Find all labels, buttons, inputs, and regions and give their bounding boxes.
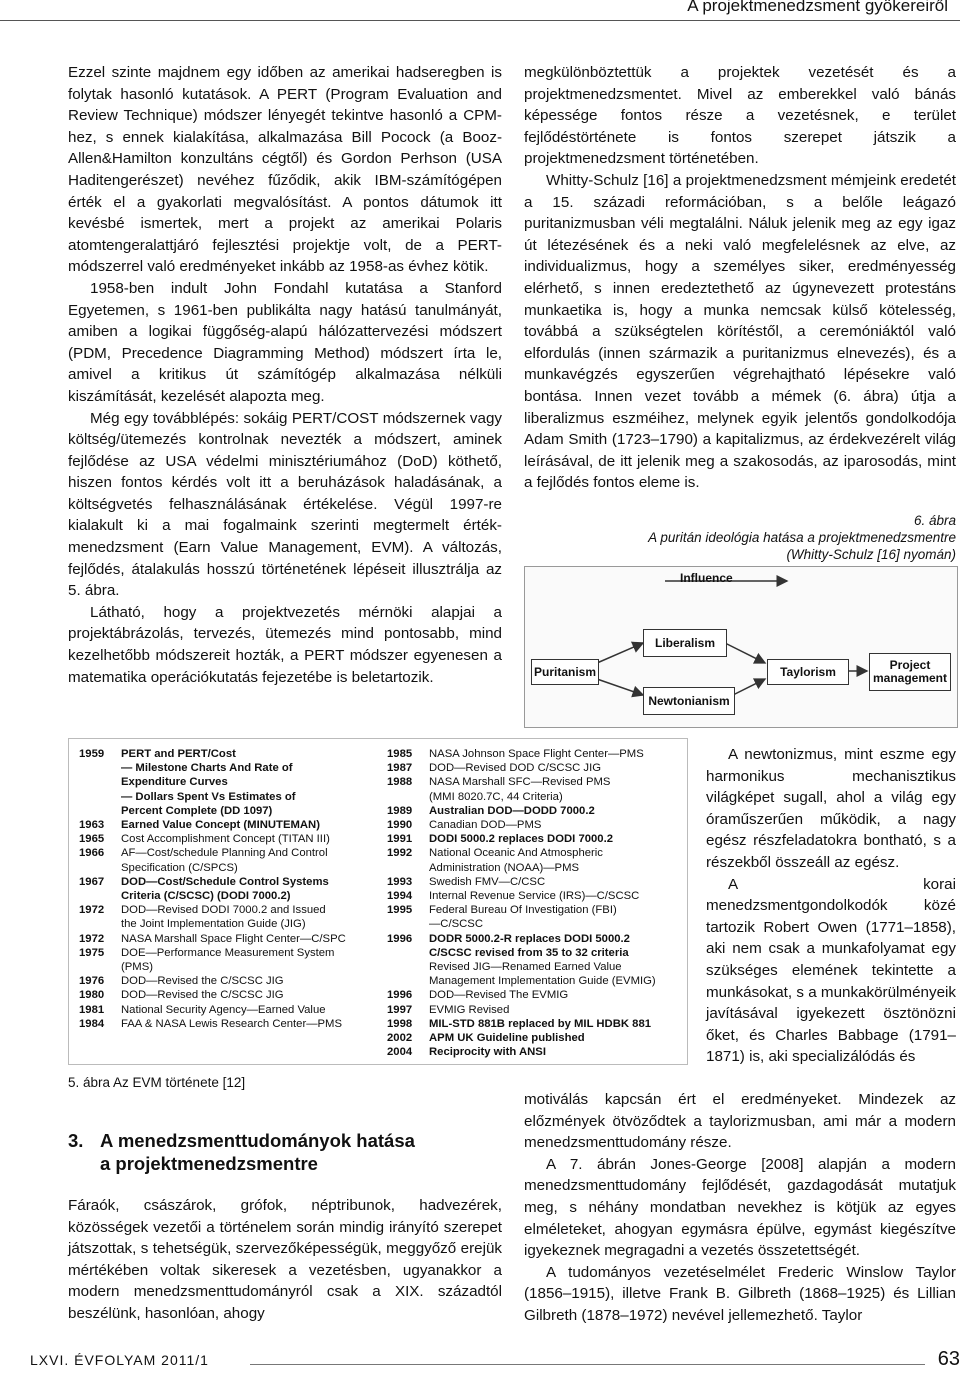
timeline-event: — Dollars Spent Vs Estimates of (121, 790, 296, 803)
timeline-row (387, 1003, 683, 1017)
timeline-event: MIL-STD 881B replaced by MIL HDBK 881 (429, 1017, 652, 1030)
timeline-event: AF—Cost/schedule Planning And Control (121, 847, 328, 860)
figure-5-caption: 5. ábra Az EVM története [12] (68, 1075, 246, 1090)
timeline-row (387, 747, 683, 761)
timeline-row (79, 1003, 379, 1017)
timeline-year: 2002 (387, 1032, 413, 1045)
timeline-row (387, 1031, 683, 1045)
timeline-row (79, 988, 379, 1002)
timeline-year: 1993 (387, 875, 413, 888)
timeline-event: NASA Marshall SFC—Revised PMS (429, 776, 611, 789)
timeline-year: 2004 (387, 1046, 413, 1059)
timeline-row (79, 960, 379, 974)
timeline-row (387, 846, 683, 860)
paragraph: 1958-ben indult John Fondahl kutatása a Stanford Egyetemen, s 1961-ben publikálta nagy hatású tanulmányát, amiben a logikai függőség-alapú hálózattervezési módszert (PDM, Precedence Diagramming Method) módszert írta le, amivel a kritikus út számítógép alkalmazása nélküli kiszámítását, kezelését alapozta meg. (68, 279, 502, 405)
timeline-row (387, 875, 683, 889)
timeline-event: EVMIG Revised (429, 1003, 510, 1016)
arrow-liberalism-taylorism (725, 643, 765, 663)
timeline-event: (PMS) (121, 961, 154, 974)
timeline-row (387, 974, 683, 988)
figure-6-caption (524, 512, 956, 563)
timeline-year (79, 917, 121, 931)
timeline-year: 1981 (79, 1003, 105, 1016)
timeline-row (387, 988, 683, 1002)
timeline-event: Swedish FMV—C/CSC (429, 875, 546, 888)
timeline-year: 1963 (79, 819, 105, 832)
timeline-row (79, 790, 379, 804)
timeline-event: DOD—Revised the C/SCSC JIG (121, 989, 284, 1002)
newtonianism-box: Newtonianism (643, 687, 735, 715)
column-right-top (524, 62, 956, 494)
timeline-event: Earned Value Concept (MINUTEMAN) (121, 819, 320, 832)
section-title-line1: A menedzsmenttudományok hatása (100, 1130, 415, 1151)
timeline-year: 1976 (79, 975, 105, 988)
column-right-bottom (524, 1089, 956, 1327)
timeline-row (387, 790, 683, 804)
timeline-year: 1988 (387, 776, 413, 789)
figure-6-arrows (525, 567, 957, 727)
figure-6-source: (Whitty-Schulz [16] nyomán) (786, 547, 956, 562)
timeline-event: NASA Marshall Space Flight Center—C/SPC (121, 932, 346, 945)
timeline-event: DOD—Revised DOD C/SCSC JIG (429, 762, 601, 775)
timeline-year: 1987 (387, 762, 413, 775)
timeline-row (387, 903, 683, 917)
timeline-year: 1996 (387, 989, 413, 1002)
timeline-row (387, 818, 683, 832)
liberalism-box: Liberalism (643, 629, 727, 657)
timeline-year (387, 790, 429, 804)
timeline-row (387, 917, 683, 931)
arrow-puritanism-newtonianism (597, 679, 643, 695)
timeline-event: Revised JIG—Renamed Earned Value (429, 961, 622, 974)
timeline-year: 1992 (387, 847, 413, 860)
timeline-year: 1966 (79, 847, 105, 860)
timeline-row (387, 804, 683, 818)
timeline-row (79, 946, 379, 960)
timeline-event: National Oceanic And Atmospheric (429, 847, 603, 860)
timeline-event: Percent Complete (DD 1097) (121, 804, 273, 817)
paragraph: A newtonizmus, mint eszme egy harmonikus mechanisztikus világképet sugall, ahol a világ egy óraműszerűen működik, a nagy egész részfeladatokra bontható, s a részekből összeáll az egész. (706, 746, 956, 871)
timeline-row (79, 932, 379, 946)
timeline-event: —C/SCSC (429, 918, 483, 931)
timeline-year (387, 960, 429, 974)
section-number: 3. (68, 1130, 84, 1151)
page-number: 63 (937, 1348, 960, 1370)
timeline-event: DOD—Revised DODI 7000.2 and Issued (121, 904, 326, 917)
timeline-year: 1998 (387, 1017, 413, 1030)
timeline-event: the Joint Implementation Guide (JIG) (121, 918, 306, 931)
timeline-event: Management Implementation Guide (EVMIG) (429, 975, 656, 988)
column-left-bottom (68, 1195, 502, 1325)
timeline-row (79, 903, 379, 917)
timeline-row (79, 917, 379, 931)
timeline-year (79, 790, 121, 804)
timeline-event: National Security Agency—Earned Value (121, 1003, 326, 1016)
timeline-row (79, 761, 379, 775)
timeline-event: Internal Revenue Service (IRS)—C/SCSC (429, 890, 640, 903)
timeline-row (79, 804, 379, 818)
timeline-year: 1972 (79, 904, 105, 917)
timeline-row (79, 974, 379, 988)
paragraph: Fáraók, császárok, grófok, néptribunok, hadvezérek, közösségek vezetői a történelem során mindig irányító szerepet játszottak, s tehetségük, szervezőképességük, meggyőző erejük mértékében voltak sikeresek a vezetésben, ugyanakkor a modern menedzsmenttudományról csak a XIX. századtól beszélünk, hasonlóan, ahogy (68, 1197, 502, 1322)
timeline-year (79, 775, 121, 789)
timeline-row (79, 747, 379, 761)
timeline-event: NASA Johnson Space Flight Center—PMS (429, 748, 644, 760)
timeline-year: 1975 (79, 946, 105, 959)
section-heading (68, 1129, 415, 1175)
timeline-row (79, 846, 379, 860)
timeline-year (387, 861, 429, 875)
evm-timeline-right (387, 747, 683, 1059)
timeline-row (387, 1045, 683, 1059)
timeline-year: 1991 (387, 833, 413, 846)
timeline-event: DODI 5000.2 replaces DODI 7000.2 (429, 833, 613, 846)
timeline-row (387, 832, 683, 846)
evm-timeline-left (79, 747, 379, 1031)
timeline-row (387, 861, 683, 875)
paragraph: A korai menedzsmentgondolkodók közé tartozik Robert Owen (1771–1858), aki nem csak a munkafolyamat egy szükséges elemének tekintette a munkásokat, s a munkakörülményeik javításával igyekezett ösztönözni őket, és Charles Babbage (1791–1871) is, aki specializálódás és (706, 875, 956, 1066)
timeline-year: 1959 (79, 748, 105, 760)
timeline-year (79, 861, 121, 875)
timeline-year: 1996 (387, 932, 413, 945)
timeline-year (79, 761, 121, 775)
timeline-year (79, 889, 121, 903)
paragraph: Whitty-Schulz [16] a projektmenedzsment mémjeink eredetét a 15. századi reformációban, s a belőle leágazó puritanizmusban véli megtalálni. Náluk jelenik meg az egy igaz út létezésének és a neki való megfelelésnek az elve, az individualizmus, hogy a személyes siker, eredményesség elérhető, s innen eredeztethető az úgynevezett protestáns munkaetika is, hogy a munka nemcsak külső kötelesség, továbbá a szükségtelen körítéstől, a ceremóniáktól való elfordulás (innen származik a puritanizmus elnevezés), és a munkavégzés egyszerűen végrehajtható lépésekre való bontása. Innen vezet tovább a mémek (6. ábra) útja a liberalizmus eszméihez, melynek egyik jelentős gondolkodója Adam Smith (1723–1790) a kapitalizmus, az érdekvezérelt világ leírásával, de itt jelenik meg a szakosodás, az iparosodás, mint a fejlődés fontos eleme is. (524, 171, 956, 492)
timeline-year (79, 804, 121, 818)
paragraph: motiválás kapcsán ért el eredményeket. Mindezek az előzmények ötvöződtek a taylorizmusban, ami már a modern menedzsmenttudomány része. (524, 1091, 956, 1152)
paragraph: Ezzel szinte majdnem egy időben az amerikai hadseregben is folytak hasonló kutatások. A PERT (Program Evaluation and Review Technique) módszer lényegét tekintve hasonló a CPM-hez, s ennek kialakítása, alkalmazása Bill Pocock (a Booz-Allen&Hamilton konzultáns cégtől) és Gordon Perhson (USA Haditengerészet) nevéhez fűződik, akik IBM-számítógépen érték el a gyakorlati megvalósítást. A pontos dátumok itt kevésbé ismertek, mert a projekt az amerikai Polaris atomtengeralattjáró fejlesztési projektje volt, de a PERT-módszerrel való eredményeket inkább az 1958-as évhez kötik. (68, 64, 502, 276)
paragraph: megkülönböztettük a projektek vezetését és a projektmenedzsmentet. Mivel az emberekkel való bánás képessége fontos része a vezetésnek, e terület fejlődéstörténete is fontos szerepet játszik a projektmenedzsment történetében. (524, 64, 956, 168)
running-header: A projektmenedzsment gyökereiről (679, 0, 948, 16)
timeline-row (387, 1017, 683, 1031)
timeline-row (387, 960, 683, 974)
timeline-year: 1995 (387, 904, 413, 917)
timeline-row (387, 932, 683, 946)
timeline-event: DODR 5000.2-R replaces DODI 5000.2 (429, 932, 630, 945)
timeline-event: DOD—Revised the C/SCSC JIG (121, 975, 284, 988)
journal-volume: LXVI. ÉVFOLYAM 2011/1 (30, 1352, 209, 1368)
column-left-top (68, 62, 502, 688)
timeline-event: Expenditure Curves (121, 776, 228, 789)
timeline-year: 1967 (79, 875, 105, 888)
project-management-box: Project management (869, 653, 951, 691)
timeline-row (79, 1017, 379, 1031)
paragraph: A 7. ábrán Jones-George [2008] alapján a modern menedzsmenttudomány fejlődését, gazdagodását mutatjuk meg, s néhány mondatban nevekhez is kötjük az egyes elméleteket, ahogyan egymásra épülve, egymást kiegészítve igyekeznek megragadni a vezetés összetettségét. (524, 1155, 956, 1260)
timeline-event: Reciprocity with ANSI (429, 1046, 546, 1059)
timeline-event: FAA & NASA Lewis Research Center—PMS (121, 1017, 343, 1030)
timeline-year: 1965 (79, 833, 105, 846)
paragraph: Látható, hogy a projektvezetés mérnöki alapjai a projektábrázolás, tervezés, ütemezés mind pontosabb, mind kezelhetőbb módszereit hozták, a PERT módszer egyenesen a matematika operációkutatás fejezetébe is beletartozik. (68, 603, 502, 686)
timeline-event: Administration (NOAA)—PMS (429, 861, 580, 874)
timeline-year: 1985 (387, 748, 413, 760)
figure-6-diagram (524, 566, 958, 728)
arrow-puritanism-liberalism (597, 643, 643, 663)
timeline-event: APM UK Guideline published (429, 1032, 585, 1045)
timeline-row (79, 889, 379, 903)
timeline-year: 1990 (387, 819, 413, 832)
newtonianism-column (706, 744, 956, 1068)
timeline-row (387, 889, 683, 903)
timeline-event: Specification (C/SPCS) (121, 861, 238, 874)
influence-label: Influence (680, 571, 733, 585)
timeline-year (79, 960, 121, 974)
timeline-row (79, 775, 379, 789)
timeline-year: 1989 (387, 804, 413, 817)
timeline-event: DOE—Performance Measurement System (121, 946, 335, 959)
puritanism-box: Puritanism (531, 659, 599, 685)
paragraph: Még egy továbblépés: sokáig PERT/COST módszernek vagy költség/ütemezés kontrolnak nevezték a módszert, aminek fejlődése az USA védelmi minisztériumához (DoD) köthető, hiszen fontos kérdés volt itt a beruházások haladásának, a költségvetés felhasználásának értékelése. Végül 1997-re kialakult ki a mai fogalmaink szerinti megtermelt érték-menedzsment (Earn Value Management, EVM). A változás, fejlődés, átalakulás hosszú történetének lépéseit illusztrálja az 5. ábra. (68, 409, 502, 600)
timeline-event: DOD—Cost/Schedule Control Systems (121, 875, 329, 888)
timeline-event: (MMI 8020.7C, 44 Criteria) (429, 790, 563, 803)
timeline-year (387, 946, 429, 960)
timeline-event: Canadian DOD—PMS (429, 819, 542, 832)
timeline-row (387, 775, 683, 789)
timeline-event: Criteria (C/SCSC) (DODI 7000.2) (121, 890, 291, 903)
timeline-event: Federal Bureau Of Investigation (FBI) (429, 904, 617, 917)
header-rule (0, 20, 960, 21)
timeline-row (387, 946, 683, 960)
timeline-year: 1980 (79, 989, 105, 1002)
timeline-year: 1984 (79, 1017, 105, 1030)
arrow-newtonianism-taylorism (733, 679, 765, 695)
timeline-year (387, 917, 429, 931)
figure-6-number: 6. ábra (913, 513, 956, 528)
figure-6-title: A puritán ideológia hatása a projektmenedzsmentre (648, 530, 956, 545)
timeline-row (79, 861, 379, 875)
timeline-year (387, 974, 429, 988)
timeline-event: Cost Accomplishment Concept (TITAN III) (121, 833, 330, 846)
timeline-row (79, 818, 379, 832)
paragraph: A tudományos vezetéselmélet Frederic Winslow Taylor (1856–1915), illetve Frank B. Gilbreth (1868–1925) és Lillian Gilbreth (1878–1972) nevével jellemezhető. Taylor (524, 1263, 956, 1324)
timeline-event: PERT and PERT/Cost (121, 748, 236, 760)
timeline-row (387, 761, 683, 775)
timeline-event: C/SCSC revised from 35 to 32 criteria (429, 946, 629, 959)
timeline-year: 1994 (387, 890, 413, 903)
taylorism-box: Taylorism (767, 659, 849, 685)
footer-rule (250, 1364, 925, 1365)
timeline-event: DOD—Revised The EVMIG (429, 989, 569, 1002)
timeline-event: — Milestone Charts And Rate of (121, 762, 293, 775)
timeline-row (79, 875, 379, 889)
figure-5-evm-history (68, 738, 688, 1065)
timeline-year: 1997 (387, 1003, 413, 1016)
timeline-year: 1972 (79, 932, 105, 945)
timeline-row (79, 832, 379, 846)
section-title-line2: a projektmenedzsmentre (100, 1153, 318, 1174)
timeline-event: Australian DOD—DODD 7000.2 (429, 804, 595, 817)
